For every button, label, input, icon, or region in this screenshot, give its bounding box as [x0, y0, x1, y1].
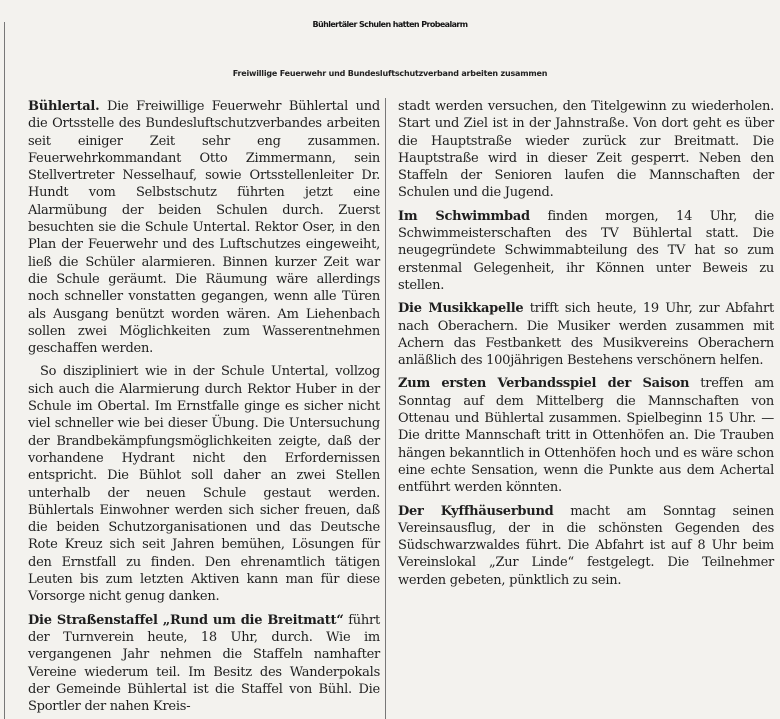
paragraph-lead: Im Schwimmbad — [398, 208, 530, 224]
paragraph-text: So diszipliniert wie in der Schule Untertal, vollzog sich auch die Alarmierung durch Rektor Huber in der Schule im Obertal. Im Ernstfalle ginge es sicher nicht viel schneller wie bei dieser Übung. Die Untersuchung der Brandbekämpfungsmöglichkeiten zeigte, daß der vorhandene Hydrant nicht den Erfordernissen entspricht. Die Bühlot soll daher an zwei Stellen unterhalb der neuen Schule gestaut werden. Bühlertals Einwohner werden sich sicher freuen, daß die beiden Schutzorganisationen und das Deutsche Rote Kreuz sich seit Jahren bemühen, Lösungen für den Ernstfall zu finden. Den ehrenamtlich tätigen Leuten bis zum letzten Aktiven kann man für diese Vorsorge nicht genug danken. — [28, 364, 380, 605]
article-headline: Bühlertäler Schulen hatten Probealarm — [312, 20, 468, 29]
paragraph-staffel-continued — [398, 98, 774, 202]
paragraph-strassenstaffel — [28, 612, 380, 716]
paragraph-text: trifft sich heute, 19 Uhr, zur Abfahrt nach Oberachern. Die Musiker werden zusammen mit Achern das Festbankett des Musikvereins Oberachern anläßlich des 100jährigen Bestehens verschönern helfen. — [398, 301, 774, 369]
paragraph-kyffhaeuserbund — [398, 503, 774, 589]
paragraph-lead: Die Straßenstaffel „Rund um die Breitmatt“ — [28, 612, 344, 628]
paragraph-text: treffen am Sonntag auf dem Mittelberg die Mannschaften von Ottenau und Bühlertal zusammen. Spielbeginn 15 Uhr. — Die dritte Mannschaft tritt in Ottenhöfen an. Die Trauben hängen bekanntlich in Ottenhöfen hoch und es wäre schon eine echte Sensation, wenn die Punkte aus dem Achertal entführt werden könnten. — [398, 376, 775, 496]
paragraph-text: finden morgen, 14 Uhr, die Schwimmeisterschaften des TV Bühlertal statt. Die neugegründete Schwimmabteilung des TV hat so zum erstenmal Gelegenheit, ihr Können unter Beweis zu stellen. — [398, 208, 774, 293]
paragraph-text: macht am Sonntag seinen Vereinsausflug, der in die schönsten Gegenden des Südschwarzwaldes führt. Die Abfahrt ist auf 8 Uhr beim Vereinslokal „Zur Linde“ festgelegt. Die Teilnehmer werden gebeten, pünktlich zu sein. — [398, 503, 774, 588]
paragraph-text: führt der Turnverein heute, 18 Uhr, durch. Wie im vergangenen Jahr nehmen die Staffeln namhafter Vereine wiederum teil. Im Besitz des Wanderpokals der Gemeinde Bühlertal ist die Staffel von Bühl. Die Sportler der nahen Kreis- — [28, 612, 380, 715]
paragraph-lead: Bühlertal. — [28, 99, 100, 114]
right-column — [398, 98, 774, 589]
paragraph-lead: Die Musikkapelle — [398, 301, 524, 317]
paragraph-obertal — [28, 363, 380, 605]
page-edge-rule — [4, 22, 5, 719]
paragraph-musikkapelle — [398, 300, 774, 369]
column-divider — [385, 98, 386, 719]
article-subheadline: Freiwillige Feuerwehr und Bundesluftschutzverband arbeiten zusammen — [232, 69, 548, 78]
paragraph-lead: Der Kyffhäuserbund — [398, 503, 554, 519]
paragraph-intro — [28, 98, 380, 357]
paragraph-lead: Zum ersten Verbandsspiel der Saison — [398, 376, 690, 392]
paragraph-text: Die Freiwillige Feuerwehr Bühlertal und die Ortsstelle des Bundesluftschutzverbandes arbeiten seit einiger Zeit sehr eng zusammen. Feuerwehrkommandant Otto Zimmermann, sein Stellvertreter Nesselhauf, sowie Ortsstellenleiter Dr. Hundt vom Selbstschutz führten jetzt eine Alarmübung der beiden Schulen durch. Zuerst besuchten sie die Schule Untertal. Rektor Oser, in den Plan der Feuerwehr und des Luftschutzes eingeweiht, ließ die Schüler alarmieren. Binnen kurzer Zeit war die Schule geräumt. Die Räumung wäre allerdings noch schneller vonstatten gegangen, wenn alle Türen als Ausgang benützt worden wären. Am Liehenbach sollen zwei Möglichkeiten zum Wasserentnehmen geschaffen werden. — [28, 99, 380, 357]
left-column — [28, 98, 380, 715]
paragraph-verbandsspiel — [398, 375, 774, 496]
paragraph-text: stadt werden versuchen, den Titelgewinn zu wiederholen. Start und Ziel ist in der Jahnstraße. Von dort geht es über die Hauptstraße wieder zurück zur Breitmatt. Die Hauptstraße wird in dieser Zeit gesperrt. Neben den Staffeln der Senioren laufen die Mannschaften der Schulen und die Jugend. — [398, 99, 774, 201]
paragraph-schwimmbad — [398, 208, 774, 294]
